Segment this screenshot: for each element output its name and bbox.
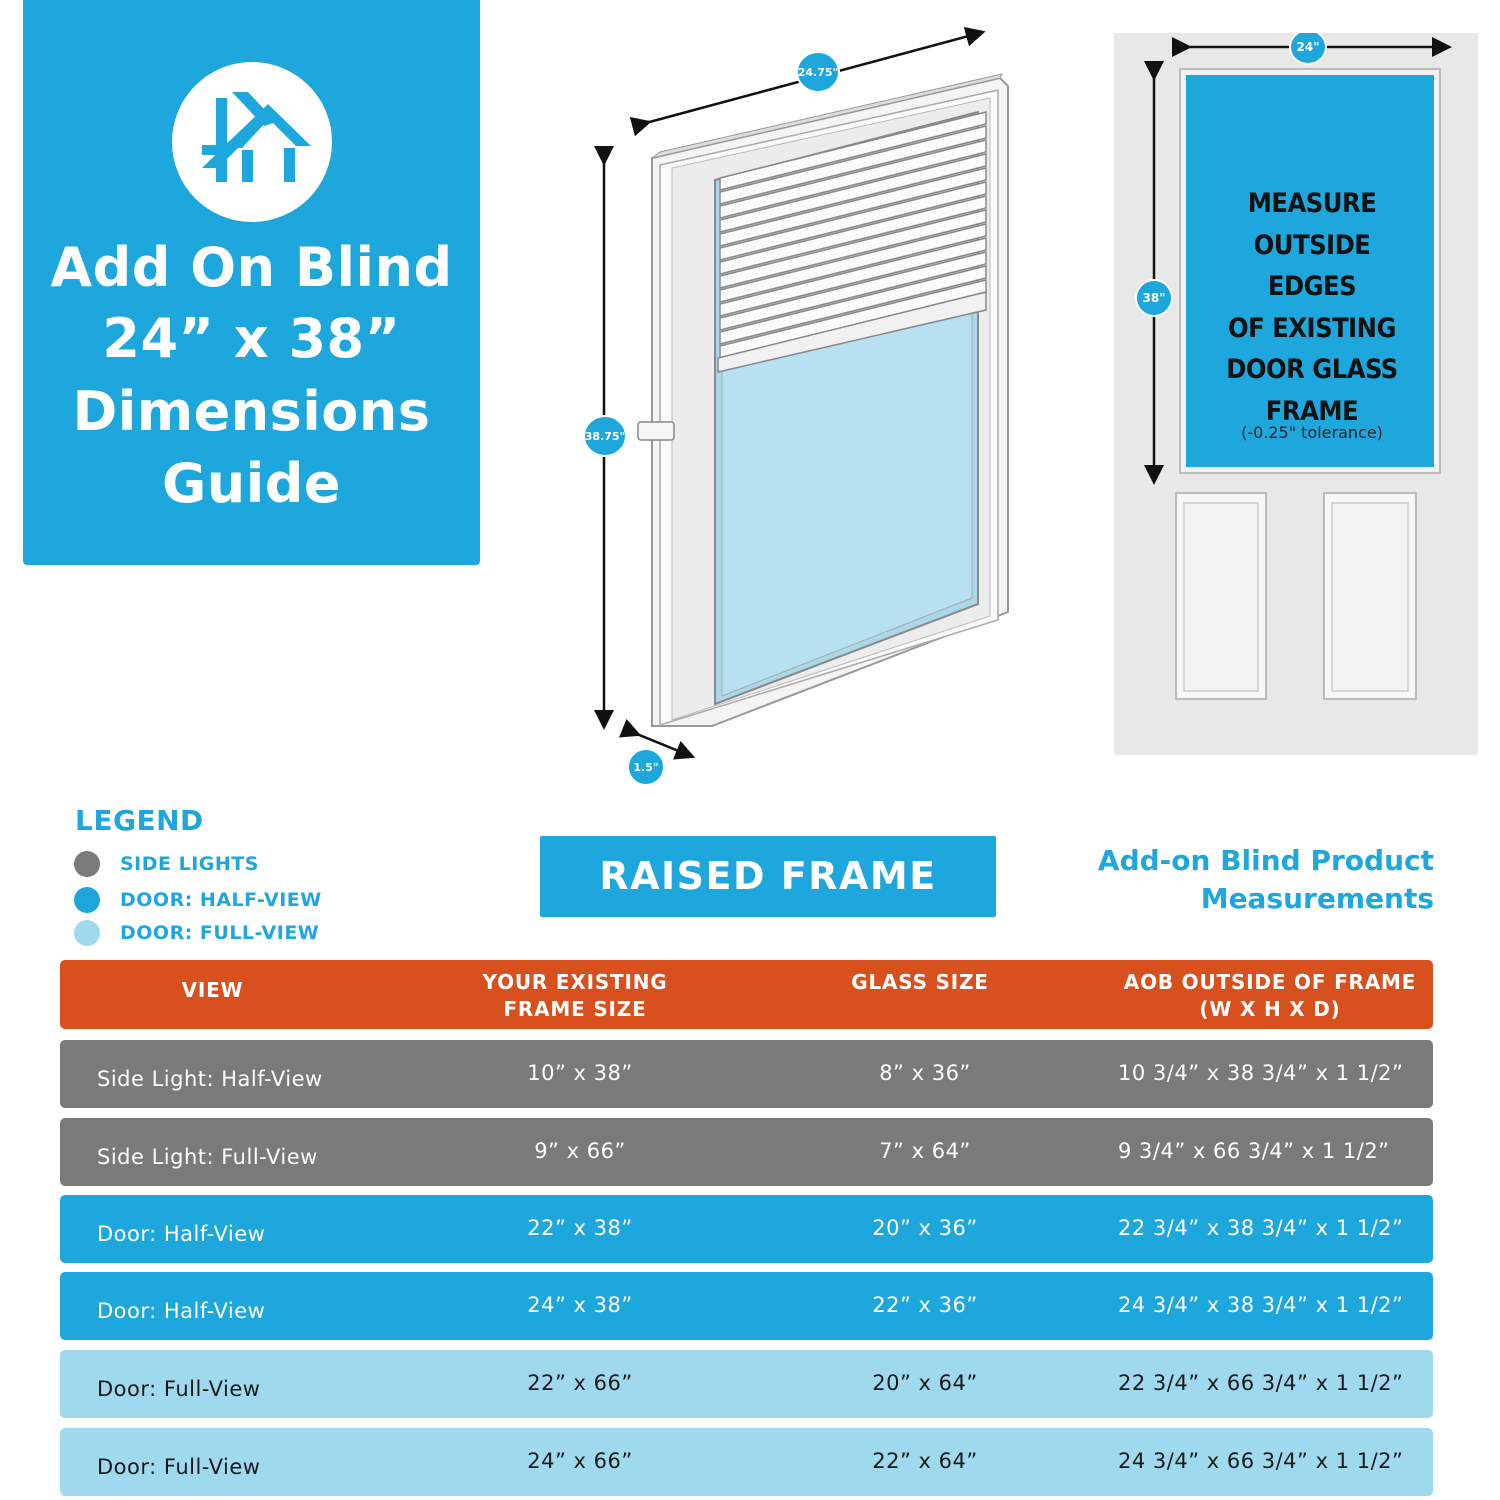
cell-frame: 10” x 38” bbox=[527, 1061, 633, 1085]
header-frame-size bbox=[425, 969, 725, 1023]
table-row bbox=[60, 1272, 1433, 1340]
table-row bbox=[60, 1350, 1433, 1418]
cell-glass: 22” x 64” bbox=[872, 1449, 978, 1473]
measurements-title bbox=[1014, 842, 1434, 918]
legend-title: LEGEND bbox=[75, 804, 204, 837]
legend-item-full-view bbox=[74, 920, 319, 946]
header-line: AOB OUTSIDE OF FRAME bbox=[1123, 970, 1417, 994]
cell-glass: 20” x 64” bbox=[872, 1371, 978, 1395]
measure-line: EDGES bbox=[1267, 271, 1357, 302]
cell-frame: 24” x 38” bbox=[527, 1293, 633, 1317]
title-line-1: Add On Blind bbox=[50, 236, 453, 299]
cell-view: Door: Half-View bbox=[97, 1299, 266, 1323]
measurements-title-line: Add-on Blind Product bbox=[1097, 844, 1434, 877]
blind-illustration bbox=[560, 20, 1060, 790]
legend-item-half-view bbox=[74, 887, 322, 913]
header-line: (W X H X D) bbox=[1199, 997, 1341, 1021]
table-row bbox=[60, 1040, 1433, 1108]
header-glass-size: GLASS SIZE bbox=[851, 970, 989, 994]
header-aob bbox=[1100, 969, 1440, 1023]
cell-glass: 20” x 36” bbox=[872, 1216, 978, 1240]
cell-glass: 7” x 64” bbox=[879, 1139, 971, 1163]
width-label: 24.75" bbox=[797, 66, 839, 79]
legend-item-side-lights bbox=[74, 851, 259, 877]
legend-dot bbox=[74, 920, 100, 946]
legend-dot bbox=[74, 887, 100, 913]
cell-view: Door: Full-View bbox=[97, 1377, 261, 1401]
cell-view: Door: Full-View bbox=[97, 1455, 261, 1479]
measure-line: DOOR GLASS bbox=[1226, 354, 1398, 385]
cell-frame: 22” x 38” bbox=[527, 1216, 633, 1240]
title-line-3: Dimensions bbox=[72, 380, 431, 443]
title-line-2: 24” x 38” bbox=[102, 307, 401, 370]
tolerance-note: (-0.25" tolerance) bbox=[1241, 423, 1383, 442]
measure-line: OF EXISTING bbox=[1228, 312, 1396, 344]
door-width-label: 24" bbox=[1296, 40, 1320, 54]
cell-view: Side Light: Half-View bbox=[97, 1067, 323, 1091]
depth-label: 1.5" bbox=[633, 761, 659, 774]
legend-label: DOOR: FULL-VIEW bbox=[120, 922, 320, 944]
table-header bbox=[60, 960, 1433, 1029]
cell-view: Door: Half-View bbox=[97, 1222, 266, 1246]
header-line: YOUR EXISTING bbox=[482, 970, 668, 994]
door-diagram bbox=[1114, 33, 1478, 755]
table-row bbox=[60, 1428, 1433, 1496]
measure-line: OUTSIDE bbox=[1253, 229, 1371, 261]
table-row bbox=[60, 1118, 1433, 1186]
logo bbox=[172, 62, 332, 222]
measurements-title-line: Measurements bbox=[1200, 882, 1434, 915]
legend-label: SIDE LIGHTS bbox=[120, 853, 259, 875]
raised-frame-banner: RAISED FRAME bbox=[540, 836, 996, 917]
cell-frame: 9” x 66” bbox=[534, 1139, 626, 1163]
cell-aob: 10 3/4” x 38 3/4” x 1 1/2” bbox=[1118, 1061, 1404, 1085]
cell-view: Side Light: Full-View bbox=[97, 1145, 318, 1169]
cell-aob: 24 3/4” x 66 3/4” x 1 1/2” bbox=[1118, 1449, 1404, 1473]
cell-aob: 22 3/4” x 38 3/4” x 1 1/2” bbox=[1118, 1216, 1404, 1240]
title-line-4: Guide bbox=[161, 452, 342, 515]
door-height-label: 38" bbox=[1142, 291, 1166, 305]
cell-aob: 22 3/4” x 66 3/4” x 1 1/2” bbox=[1118, 1371, 1404, 1395]
measure-line: MEASURE bbox=[1247, 188, 1377, 219]
header-line: FRAME SIZE bbox=[503, 997, 647, 1021]
blind-diagram bbox=[560, 20, 1060, 794]
header-view: VIEW bbox=[181, 978, 244, 1002]
legend-label: DOOR: HALF-VIEW bbox=[120, 889, 322, 911]
cell-frame: 24” x 66” bbox=[527, 1449, 633, 1473]
table-row bbox=[60, 1195, 1433, 1263]
height-label: 38.75" bbox=[584, 430, 626, 443]
cell-glass: 8” x 36” bbox=[879, 1061, 971, 1085]
measure-line: FRAME bbox=[1265, 395, 1359, 427]
cell-glass: 22” x 36” bbox=[872, 1293, 978, 1317]
title-panel bbox=[23, 0, 480, 565]
cell-frame: 22” x 66” bbox=[527, 1371, 633, 1395]
legend-dot bbox=[74, 851, 100, 877]
cell-aob: 24 3/4” x 38 3/4” x 1 1/2” bbox=[1118, 1293, 1404, 1317]
measure-instructions bbox=[1186, 183, 1438, 432]
house-icon bbox=[172, 62, 332, 222]
cell-aob: 9 3/4” x 66 3/4” x 1 1/2” bbox=[1118, 1139, 1390, 1163]
